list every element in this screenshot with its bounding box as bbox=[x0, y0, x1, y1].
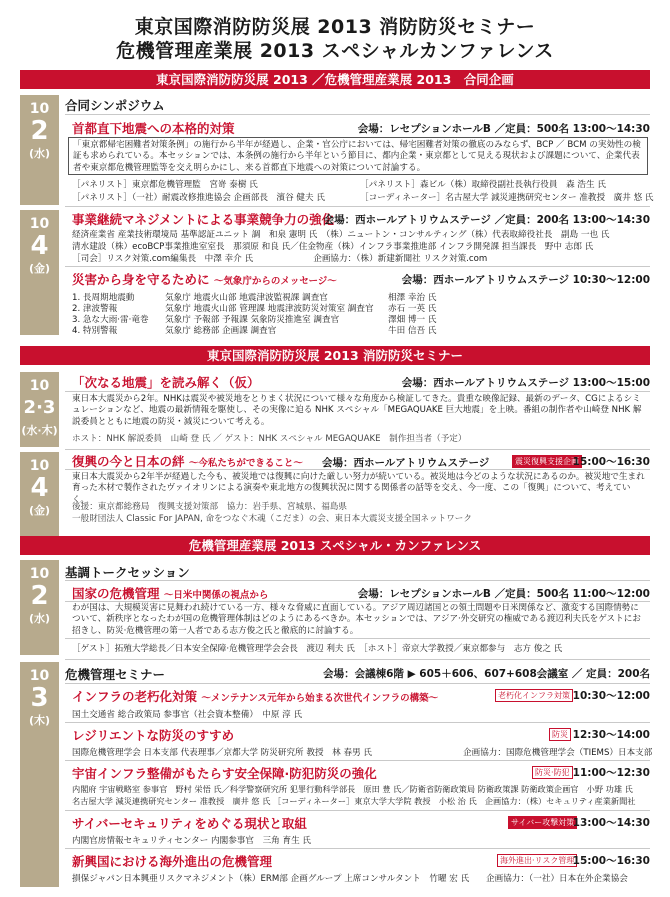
session-time: 15:00～16:30 bbox=[572, 456, 650, 468]
divider bbox=[65, 469, 650, 470]
seminar-time: 13:00～14:30 bbox=[572, 817, 650, 829]
guest-host: ［ゲスト］拓殖大学総長／日本安全保障·危機管理学会会長 渡辺 利夫 氏 ［ホスト］帝京大学教授／東京都参与 志方 俊之 氏 bbox=[72, 644, 563, 654]
divider bbox=[65, 449, 650, 450]
date-block-oct2-c bbox=[20, 560, 59, 655]
seminar-title: 宇宙インフラ整備がもたらす安全保障·防犯防災の強化 bbox=[72, 766, 377, 781]
seminar-time: 11:00～12:30 bbox=[572, 767, 650, 779]
speaker: 内閣官房情報セキュリティセンター 内閣参事官 三角 育生 氏 bbox=[72, 836, 312, 846]
coordinator: ［コーディネーター］名古屋大学 減災連携研究センター 准教授 廣井 悠 氏 bbox=[360, 193, 654, 203]
divider bbox=[65, 760, 650, 761]
title-main: インフラの老朽化対策 bbox=[72, 689, 198, 704]
category-tag: 海外進出·リスク管理 bbox=[497, 854, 577, 867]
session-meta: 会場：西ホールアトリウムステージ bbox=[322, 457, 490, 469]
org: 気象庁 地震火山部 管理課 地震津波防災対策室 調査官 bbox=[165, 304, 374, 314]
seminar-time: 12:30～14:00 bbox=[572, 729, 650, 741]
host-guest: ホスト：NHK 解説委員 山崎 登 氏 ／ ゲスト：NHK スペシャル MEGAQUAKE 制作担当者（予定） bbox=[72, 434, 467, 444]
category-tag: 震災復興支援企画 bbox=[512, 455, 582, 468]
date-weekday: (水·木) bbox=[21, 424, 58, 437]
topic: 2. 津波警報 bbox=[72, 304, 118, 314]
date-block-oct2-3 bbox=[20, 372, 59, 447]
topic: 4. 特別警報 bbox=[72, 326, 118, 336]
session-meta: 会場：レセプションホールB ／定員：500名 13:00～14:30 bbox=[357, 123, 650, 135]
date-day: 2 bbox=[30, 581, 49, 611]
date-month: 10 bbox=[29, 378, 50, 394]
speaker: 名古屋大学 減災連携研究センター 准教授 廣井 悠 氏 ［コーディネーター］東京大学大学院 教授 小松 治 氏 企画協力：（株）セキュリティ産業新聞社 bbox=[72, 796, 636, 806]
panelist: ［パネリスト］森ビル（株）取締役副社長執行役員 森 浩生 氏 bbox=[360, 180, 606, 190]
date-weekday: (水) bbox=[28, 612, 51, 625]
divider bbox=[65, 580, 650, 581]
seminar-meta: 会場：会議棟6階 ▶ 605＋606、607+608会議室 ／ 定員：200名 bbox=[323, 668, 650, 680]
title-sub: ～メンテナンス元年から始まる次世代インフラの構築～ bbox=[201, 693, 439, 704]
divider bbox=[65, 391, 650, 392]
speaker: 国際危機管理学会 日本支部 代表理事／京都大学 防災研究所 教授 林 春男 氏 bbox=[72, 748, 372, 758]
date-month: 10 bbox=[29, 566, 50, 582]
date-block-oct2 bbox=[20, 95, 59, 205]
divider bbox=[65, 601, 650, 602]
topic: 3. 急な大雨·雷·竜巻 bbox=[72, 315, 149, 325]
panelist: ［パネリスト］東京都危機管理監 宮嵜 泰樹 氏 bbox=[72, 180, 258, 190]
title-main: 国家の危機管理 bbox=[72, 586, 160, 601]
date-day: 2·3 bbox=[23, 397, 56, 418]
section-band-special-conference: 危機管理産業展 2013 スペシャル・カンファレンス bbox=[20, 536, 650, 555]
session-description: 東日本大震災から2年。NHKは震災や被災地をとりまく状況について様々な角度から検証してきた。貴重な映像記録、最新のデータ、CGによるシミュレーションなど、地震の最新情報を駆使し、その実像に迫る NHK スペシャル「MEGAQUAKE 巨大地震」を上映。番組の制作者や山崎登 NHK 解説委員とともに地震の防災・減災について考える。 bbox=[72, 394, 642, 427]
session-meta: 会場：西ホールアトリウムステージ 10:30～12:00 bbox=[401, 274, 650, 286]
divider bbox=[65, 722, 650, 723]
subheading-keynote: 基調トークセッション bbox=[65, 565, 190, 580]
speaker: 損保ジャパン日本興亜リスクマネジメント（株）ERM部 企画グループ 上席コンサルタント 竹曜 宏 氏 bbox=[72, 874, 470, 884]
title-sub: ～今私たちができること～ bbox=[188, 458, 303, 469]
subheading-joint-symposium: 合同シンポジウム bbox=[65, 98, 165, 113]
divider bbox=[65, 659, 650, 660]
speaker: 牛田 信吾 氏 bbox=[388, 326, 437, 336]
category-tag: 防災·防犯 bbox=[532, 766, 573, 779]
session-description: 「東京都帰宅困難者対策条例」の施行から半年が経過し、企業・官公庁においては、帰宅困難者対策の徹底のみならず、BCP ／ BCM の実効性の検証も求められている。本セッションでは、本条例の施行から半年という節目に、都内企業・東京都として見える現状および課題について、企業代表者や東京都危機管理監等を交え明らかにし、来る首都直下地震への対策について討論する。 bbox=[68, 137, 648, 175]
speaker: 相澤 幸治 氏 bbox=[388, 293, 437, 303]
sponsor: 後援：東京都総務局 復興支援対策部 協力：岩手県、宮城県、福島県 bbox=[72, 502, 348, 512]
seminar-title: サイバーセキュリティをめぐる現状と取組 bbox=[72, 816, 307, 831]
title-main: 災害から身を守るために bbox=[72, 272, 210, 287]
date-month: 10 bbox=[29, 101, 50, 117]
speaker-line: 清水建設（株）ecoBCP事業推進室室長 那須原 和良 氏／住金物産（株）インフラ事業推進部 インフラ開発課 担当課長 野中 志郎 氏 bbox=[72, 242, 594, 252]
session-title bbox=[72, 584, 268, 602]
divider bbox=[65, 266, 650, 267]
date-month: 10 bbox=[29, 216, 50, 232]
title-sub: ～日米中関係の視点から bbox=[163, 590, 269, 601]
date-block-oct4 bbox=[20, 210, 59, 335]
date-day: 2 bbox=[30, 116, 49, 146]
speaker: 国土交通省 総合政策局 参事官（社会資本整備） 中原 淳 氏 bbox=[72, 710, 303, 720]
title-sub: ～気象庁からのメッセージ～ bbox=[213, 276, 337, 287]
divider bbox=[65, 638, 650, 639]
date-block-oct4-b bbox=[20, 452, 59, 542]
session-title bbox=[72, 452, 303, 470]
title-main: 復興の今と日本の絆 bbox=[72, 454, 185, 469]
sponsor: 一般財団法人 Classic For JAPAN, 命をつなぐ木魂（こだま）の会、東日本大震災支援全国ネットワーク bbox=[72, 514, 472, 524]
session-meta: 会場：レセプションホールB ／定員：500名 11:00～12:00 bbox=[357, 588, 650, 600]
speaker: 赤石 一英 氏 bbox=[388, 304, 437, 314]
section-band-joint: 東京国際消防防災展 2013 ／危機管理産業展 2013 合同企画 bbox=[20, 70, 650, 89]
session-description: 東日本大震災から2年半が経過した今も、被災地では復興に向けた厳しい努力が続いている。被災地は今どのような状況にあるのか。被災地で生まれ育った木材で製作されたヴァイオリンによる演奏や東北地方の復興状況に関する関係者の話等を交え、今一度、この「復興」について、考えていく。 bbox=[72, 472, 645, 505]
session-description: わが国は、大規模災害に見舞われ続けている一方、様々な脅威に直面している。アジア周辺諸国との領土問題や日米関係など、激変する国際情勢について、新秩序となったわが国の危機管理体制はどのようにあるべきか。本セッションでは、アジア·外交研究の権威である渡辺利夫氏をゲストにお招きし、防災·危機管理の第一人者である志方俊之氏と徹底的に討論する。 bbox=[72, 603, 641, 636]
org: 気象庁 総務部 企画課 調査官 bbox=[165, 326, 277, 336]
date-day: 3 bbox=[30, 683, 49, 713]
date-day: 4 bbox=[30, 473, 49, 503]
subheading-crisis-seminar: 危機管理セミナー bbox=[65, 667, 166, 682]
seminar-time: 15:00～16:30 bbox=[572, 855, 650, 867]
session-meta: 会場：西ホールアトリウムステージ ／定員：200名 13:00～14:30 bbox=[323, 214, 650, 226]
speaker: 内閣府 宇宙戦略室 参事官 野村 栄悟 氏／科学警察研究所 犯罪行動科学部長 原田 豊 氏／防衛省防衛政策局 防衛政策課 防衛政策企画官 小野 功雄 氏 bbox=[72, 784, 633, 794]
session-meta: 会場：西ホールアトリウムステージ 13:00～15:00 bbox=[401, 377, 650, 389]
date-weekday: (木) bbox=[28, 714, 51, 727]
date-weekday: (金) bbox=[28, 262, 51, 275]
page-title-line1: 東京国際消防防災展 2013 消防防災セミナー bbox=[134, 16, 536, 38]
seminar-title bbox=[72, 687, 438, 705]
date-day: 4 bbox=[30, 231, 49, 261]
topic: 1. 長周期地震動 bbox=[72, 293, 135, 303]
session-title bbox=[72, 270, 337, 288]
divider bbox=[65, 683, 650, 684]
divider bbox=[65, 114, 650, 115]
org: 気象庁 地震火山部 地震津波監視課 調査官 bbox=[165, 293, 328, 303]
date-weekday: (水) bbox=[28, 147, 51, 160]
date-month: 10 bbox=[29, 458, 50, 474]
seminar-title: 新興国における海外進出の危機管理 bbox=[72, 854, 273, 869]
date-weekday: (金) bbox=[28, 504, 51, 517]
page-title-line2: 危機管理産業展 2013 スペシャルカンファレンス bbox=[116, 40, 554, 62]
org: 気象庁 予報部 予報課 気象防災推進室 調査官 bbox=[165, 315, 340, 325]
session-title: 「次なる地震」を読み解く（仮） bbox=[72, 375, 260, 390]
category-tag: 防災 bbox=[549, 728, 571, 741]
divider bbox=[65, 810, 650, 811]
panelist: ［パネリスト］（一社）耐震改修推進協会 企画部長 濱谷 健夫 氏 bbox=[72, 193, 325, 203]
session-title: 首都直下地震への本格的対策 bbox=[72, 121, 235, 136]
category-tag: サイバー攻撃対策 bbox=[508, 816, 577, 829]
session-title: 事業継続マネジメントによる事業競争力の強化 bbox=[72, 212, 335, 227]
cooperation: 企画協力：（一社）日本在外企業協会 bbox=[486, 874, 628, 884]
category-tag: 老朽化インフラ対策 bbox=[495, 689, 573, 702]
seminar-title: レジリエントな防災のすすめ bbox=[72, 728, 235, 743]
section-band-fire-seminar: 東京国際消防防災展 2013 消防防災セミナー bbox=[20, 346, 650, 365]
divider bbox=[65, 848, 650, 849]
date-block-oct3 bbox=[20, 662, 59, 887]
speaker: 澤畑 博一 氏 bbox=[388, 315, 437, 325]
speaker-line: ［司会］リスク対策.com編集長 中澤 幸介 氏 企画協力：（株）新建新聞社 リスク対策.com bbox=[72, 254, 488, 264]
date-month: 10 bbox=[29, 668, 50, 684]
seminar-time: 10:30～12:00 bbox=[572, 690, 650, 702]
divider bbox=[65, 206, 650, 207]
speaker-line: 経済産業省 産業技術環境局 基準認証ユニット 調 和泉 憲明 氏 （株）ニュートン・コンサルティング（株）代表取締役社長 副島 一也 氏 bbox=[72, 230, 610, 240]
cooperation: 企画協力：国際危機管理学会（TIEMS）日本支部 bbox=[463, 748, 653, 758]
